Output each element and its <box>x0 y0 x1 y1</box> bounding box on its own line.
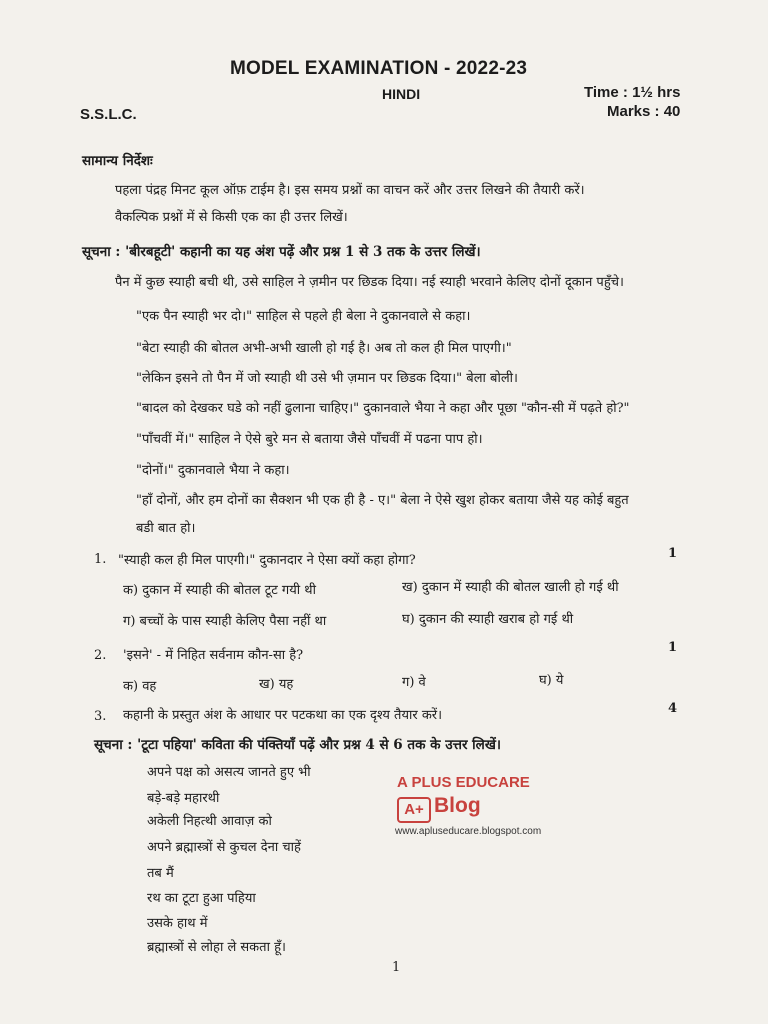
poem-line: उसके हाथ में <box>147 916 208 931</box>
q1-option-d: घ) दुकान की स्याही खराब हो गई थी <box>402 612 574 627</box>
poem-line: अपने पक्ष को असत्य जानते हुए भी <box>147 765 311 780</box>
instructions-heading: सामान्य निर्देशः <box>82 153 153 169</box>
q1-option-c: ग) बच्चों के पास स्याही केलिए पैसा नहीं था <box>123 614 327 629</box>
passage-line: "एक पैन स्याही भर दो।" साहिल से पहले ही बेला ने दुकानवाले से कहा। <box>136 309 471 324</box>
q1-option-b: ख) दुकान में स्याही की बोतल खाली हो गई थी <box>402 580 619 595</box>
exam-level: S.S.L.C. <box>80 106 137 123</box>
notice-2: सूचना : 'टूटा पहिया' कविता की पंक्तियाँ पढ़ें और प्रश्न 4 से 6 तक के उत्तर लिखें। <box>94 737 501 753</box>
question-number: 3. <box>94 709 107 724</box>
passage-line: "बादल को देखकर घडे को नहीं ढुलाना चाहिए।" दुकानवाले भैया ने कहा और पूछा "कौन-सी में पढ़ते हो?" <box>136 401 630 416</box>
total-marks: Marks : 40 <box>607 103 681 120</box>
instruction-line-1: पहला पंद्रह मिनट कूल ऑफ़ टाईम है। इस समय प्रश्नों का वाचन करें और उत्तर लिखने की तैयारी करें। <box>115 183 585 198</box>
instruction-line-2: वैकल्पिक प्रश्नों में से किसी एक का ही उत्तर लिखें। <box>115 210 348 225</box>
time-allowed: Time : 1½ hrs <box>584 84 681 101</box>
passage-line: "लेकिन इसने तो पैन में जो स्याही थी उसे भी ज़मान पर छिडक दिया।" बेला बोली। <box>136 371 518 386</box>
question-3-marks: 4 <box>668 701 678 716</box>
passage-line: "पाँचवीं में।" साहिल ने ऐसे बुरे मन से बताया जैसे पाँचवीं में पढना पाप हो। <box>136 432 483 447</box>
page-number: 1 <box>392 960 401 975</box>
passage-line: "दोनों।" दुकानवाले भैया ने कहा। <box>136 463 290 478</box>
q1-option-a: क) दुकान में स्याही की बोतल टूट गयी थी <box>123 583 316 598</box>
passage-line: पैन में कुछ स्याही बची थी, उसे साहिल ने ज़मीन पर छिडक दिया। नई स्याही भरवाने केलिए दोनों दूकान पहुँचे। <box>115 275 624 290</box>
notice-1: सूचना : 'बीरबहूटी' कहानी का यह अंश पढ़ें और प्रश्न 1 से 3 तक के उत्तर लिखें। <box>82 244 481 260</box>
poem-line: ब्रह्मास्त्रों से लोहा ले सकता हूँ। <box>147 940 286 955</box>
question-1-marks: 1 <box>668 546 678 561</box>
question-number: 1. <box>94 552 107 567</box>
passage-line: "बेटा स्याही की बोतल अभी-अभी खाली हो गई है। अब तो कल ही मिल पाएगी।" <box>136 341 512 356</box>
watermark-blog: Blog <box>434 794 481 817</box>
watermark-badge: A+ <box>397 797 431 823</box>
question-1-text: "स्याही कल ही मिल पाएगी।" दुकानदार ने ऐसा क्यों कहा होगा? <box>118 553 416 568</box>
passage-line: बडी बात हो। <box>136 521 196 536</box>
poem-line: तब मैं <box>147 866 174 881</box>
poem-line: अपने ब्रह्मास्त्रों से कुचल देना चाहें <box>147 840 301 855</box>
question-2-text: 'इसने' - में निहित सर्वनाम कौन-सा है? <box>123 648 304 663</box>
subject-name: HINDI <box>382 86 421 102</box>
q2-option-b: ख) यह <box>259 677 294 692</box>
poem-line: अकेली निहत्थी आवाज़ को <box>147 814 272 829</box>
poem-line: बड़े-बड़े महारथी <box>147 791 220 806</box>
question-2-marks: 1 <box>668 640 678 655</box>
question-3-text: कहानी के प्रस्तुत अंश के आधार पर पटकथा का एक दृश्य तैयार करें। <box>123 708 443 723</box>
q2-option-d: घ) ये <box>539 673 564 688</box>
passage-line: "हाँ दोनों, और हम दोनों का सैक्शन भी एक ही है - ए।" बेला ने ऐसे खुश होकर बताया जैसे यह कोई बहुत <box>136 493 629 508</box>
watermark-title: A PLUS EDUCARE <box>397 774 530 791</box>
question-number: 2. <box>94 648 107 663</box>
exam-title: MODEL EXAMINATION - 2022-23 <box>230 58 528 79</box>
poem-line: रथ का टूटा हुआ पहिया <box>147 891 256 906</box>
q2-option-c: ग) वे <box>402 675 426 690</box>
q2-option-a: क) वह <box>123 679 157 694</box>
watermark-url: www.apluseducare.blogspot.com <box>395 826 542 837</box>
